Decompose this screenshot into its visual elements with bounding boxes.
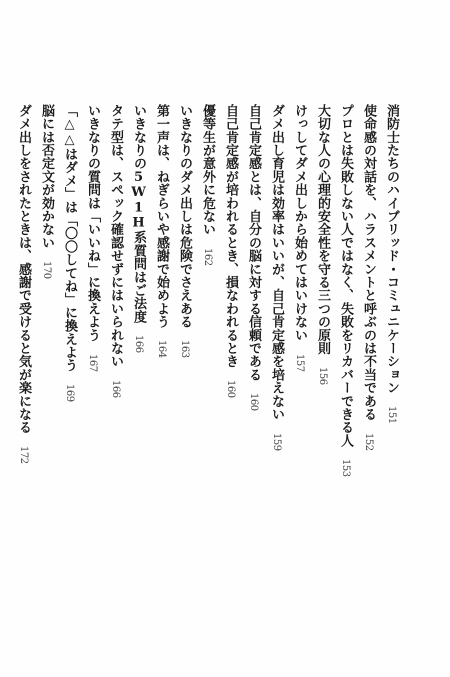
toc-entry-page: 169 — [64, 384, 75, 402]
toc-entry-page: 172 — [18, 446, 29, 464]
toc-entry — [83, 104, 99, 371]
toc-entry-page: 152 — [363, 432, 374, 451]
toc-entry-title: いきなりの5W1H系質問はご法度 — [131, 104, 146, 324]
toc-entry-title: プロとは失敗しない人ではなく、失敗をリカバーできる人 — [338, 104, 353, 448]
toc-entry-title: 自己肯定感が培われるとき、損なわれるとき — [223, 104, 238, 368]
toc-entry — [290, 104, 306, 371]
toc-entry — [267, 104, 283, 450]
toc-entry-title: 「△△はダメ」は「〇〇してね」に換えよう — [62, 104, 77, 372]
toc-entry-page: 164 — [156, 340, 167, 358]
toc-entry-page: 170 — [41, 261, 52, 279]
toc-entry-page: 160 — [248, 393, 259, 411]
toc-entry-title: いきなりのダメ出しは危険でさえある — [177, 104, 192, 329]
toc-entry-title: ダメ出しをされたときは、感謝で受けると気が楽になる — [16, 104, 31, 434]
toc-entry-title: 使命感の対話を、ハラスメントと呼ぶのは不当である — [361, 104, 376, 421]
toc-entry-title: けっしてダメ出しから始めてはいけない — [292, 104, 307, 342]
toc-entry-page: 159 — [271, 432, 282, 451]
table-of-contents — [16, 104, 399, 484]
toc-entry — [313, 104, 329, 384]
toc-entry — [37, 104, 53, 279]
toc-entry-page: 156 — [317, 366, 328, 385]
toc-entry — [382, 104, 398, 424]
toc-entry-title: タテ型は、スペック確認せずにはいられない — [108, 104, 123, 368]
toc-entry — [198, 104, 214, 266]
toc-entry-page: 153 — [340, 459, 351, 477]
toc-entry — [106, 104, 122, 398]
toc-entry-title: 自己肯定感とは、自分の脳に対する信頼である — [246, 104, 261, 382]
toc-entry-title: 大切な人の心理的安全性を守る三つの原則 — [315, 104, 330, 355]
toc-entry-page: 166 — [110, 380, 121, 398]
toc-entry — [14, 104, 30, 464]
toc-entry-page: 151 — [386, 406, 397, 424]
toc-entry-page: 166 — [133, 335, 144, 353]
toc-entry — [60, 104, 76, 402]
toc-entry-title: 消防士たちのハイブリッド・コミュニケーション — [384, 104, 399, 395]
toc-entry — [175, 104, 191, 358]
toc-entry — [221, 104, 237, 398]
toc-entry-title: 優等生が意外に危ない — [200, 104, 215, 236]
toc-entry-title: 脳には否定文が効かない — [39, 104, 54, 250]
toc-entry-title: 第一声は、ねぎらいや感謝で始めよう — [154, 104, 169, 329]
toc-entry — [129, 104, 145, 353]
toc-entry-title: いきなりの質問は「いいね」に換えよう — [85, 104, 100, 342]
toc-entry-page: 162 — [202, 248, 213, 266]
toc-entry-page: 160 — [225, 380, 236, 398]
toc-entry — [152, 104, 168, 358]
toc-entry-page: 167 — [87, 353, 98, 372]
toc-entry-title: ダメ出し育児は効率はいいが、自己肯定感を培えない — [269, 104, 284, 421]
toc-entry — [244, 104, 260, 411]
toc-entry-page: 163 — [179, 340, 190, 358]
toc-entry — [359, 104, 375, 450]
toc-entry-page: 157 — [294, 353, 305, 372]
toc-entry — [336, 104, 352, 477]
